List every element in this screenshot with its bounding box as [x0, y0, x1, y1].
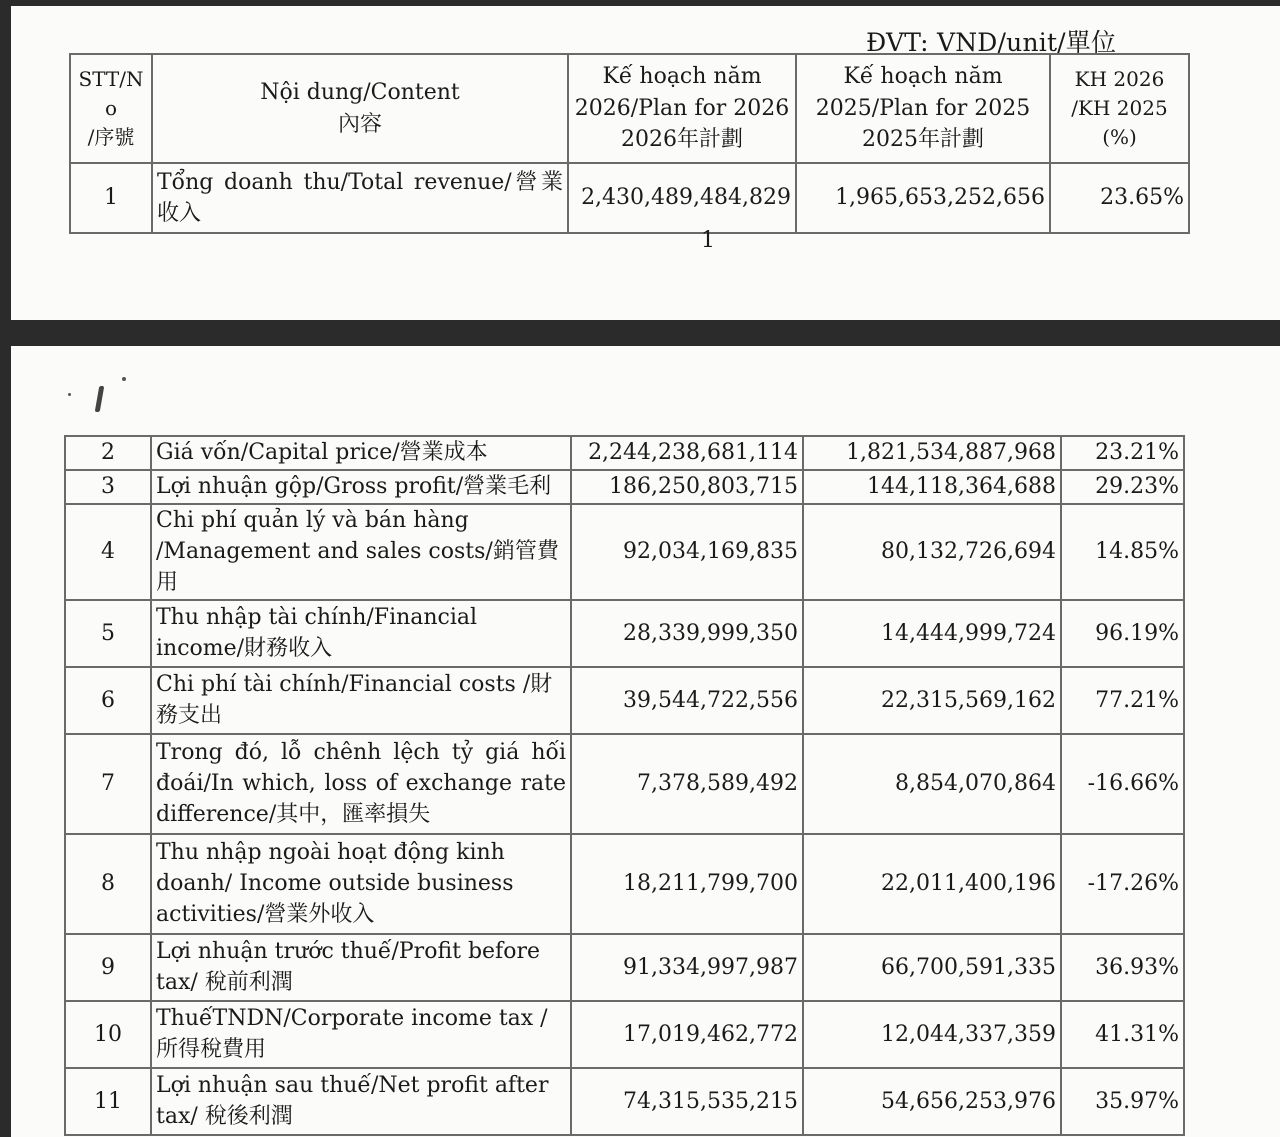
- row-no: 3: [65, 470, 151, 504]
- row-plan-2025: 80,132,726,694: [803, 504, 1061, 600]
- unit-note: ĐVT: VND/unit/單位: [866, 28, 1117, 57]
- row-no: 10: [65, 1001, 151, 1068]
- row-plan-2025: 1,821,534,887,968: [803, 436, 1061, 470]
- row-plan-2025: 14,444,999,724: [803, 600, 1061, 667]
- header-ratio-line: KH 2026: [1074, 67, 1165, 91]
- row-no: 9: [65, 934, 151, 1001]
- row-plan-2025: 22,011,400,196: [803, 834, 1061, 934]
- row-plan-2026: 7,378,589,492: [571, 734, 803, 834]
- row-ratio: 14.85%: [1061, 504, 1184, 600]
- row-ratio: -16.66%: [1061, 734, 1184, 834]
- row-no: 5: [65, 600, 151, 667]
- row-content: Giá vốn/Capital price/營業成本: [151, 436, 571, 470]
- row-plan-2026: 186,250,803,715: [571, 470, 803, 504]
- row-ratio: 96.19%: [1061, 600, 1184, 667]
- document-page-1: [11, 6, 1280, 320]
- row-plan-2025: 8,854,070,864: [803, 734, 1061, 834]
- scan-speck: [68, 393, 71, 396]
- row-content: ThuếTNDN/Corporate income tax /所得稅費用: [151, 1001, 571, 1068]
- row-no: 6: [65, 667, 151, 734]
- header-no-line: o: [104, 96, 118, 120]
- row-content: Chi phí tài chính/Financial costs /財務支出: [151, 667, 571, 734]
- table-row: [65, 834, 1184, 934]
- row-plan-2025: 12,044,337,359: [803, 1001, 1061, 1068]
- plan-table-continued: [64, 435, 1185, 1136]
- page-number: 1: [701, 228, 715, 253]
- row-content: Tổng doanh thu/Total revenue/營業收入: [152, 163, 568, 233]
- table-row: [65, 504, 1184, 600]
- scan-speck: [122, 377, 126, 381]
- header-ratio-line: /KH 2025: [1071, 96, 1168, 120]
- header-plan-2026-line: Kế hoạch năm: [602, 63, 762, 89]
- table-row: [70, 163, 1189, 233]
- row-no: 2: [65, 436, 151, 470]
- scan-speck: [95, 386, 105, 412]
- plan-table-header-part: [69, 53, 1190, 234]
- row-content: Thu nhập ngoài hoạt động kinh doanh/ Income outside business activities/營業外收入: [151, 834, 571, 934]
- row-content: Lợi nhuận gộp/Gross profit/營業毛利: [151, 470, 571, 504]
- header-content-line: 內容: [337, 111, 382, 137]
- row-plan-2026: 18,211,799,700: [571, 834, 803, 934]
- row-ratio: 77.21%: [1061, 667, 1184, 734]
- row-ratio: 23.65%: [1050, 163, 1189, 233]
- row-no: 8: [65, 834, 151, 934]
- header-ratio-line: (%): [1102, 125, 1137, 149]
- table-header-row: [70, 54, 1189, 163]
- row-plan-2025: 54,656,253,976: [803, 1068, 1061, 1135]
- table-row: [65, 436, 1184, 470]
- row-no: 4: [65, 504, 151, 600]
- row-plan-2025: 144,118,364,688: [803, 470, 1061, 504]
- header-plan-2026-line: 2026/Plan for 2026: [574, 95, 790, 121]
- row-plan-2026: 17,019,462,772: [571, 1001, 803, 1068]
- row-no: 11: [65, 1068, 151, 1135]
- row-content: Thu nhập tài chính/Financial income/財務收入: [151, 600, 571, 667]
- table-row: [65, 667, 1184, 734]
- row-no: 1: [70, 163, 152, 233]
- row-content: Lợi nhuận trước thuế/Profit before tax/ 稅前利潤: [151, 934, 571, 1001]
- row-ratio: 29.23%: [1061, 470, 1184, 504]
- row-ratio: 41.31%: [1061, 1001, 1184, 1068]
- row-plan-2026: 28,339,999,350: [571, 600, 803, 667]
- header-no-line: STT/N: [78, 67, 144, 91]
- row-ratio: -17.26%: [1061, 834, 1184, 934]
- header-content-line: Nội dung/Content: [260, 79, 460, 105]
- header-plan-2026: [568, 54, 796, 163]
- row-ratio: 35.97%: [1061, 1068, 1184, 1135]
- table-row: [65, 1068, 1184, 1135]
- table-row: [65, 1001, 1184, 1068]
- row-content: Lợi nhuận sau thuế/Net profit after tax/ 稅後利潤: [151, 1068, 571, 1135]
- header-plan-2026-line: 2026年計劃: [621, 127, 743, 153]
- row-ratio: 36.93%: [1061, 934, 1184, 1001]
- row-plan-2025: 66,700,591,335: [803, 934, 1061, 1001]
- row-plan-2026: 91,334,997,987: [571, 934, 803, 1001]
- row-content: Trong đó, lỗ chênh lệch tỷ giá hối đoái/In which, loss of exchange rate difference/其中，匯率損失: [151, 734, 571, 834]
- row-plan-2026: 74,315,535,215: [571, 1068, 803, 1135]
- table-row: [65, 470, 1184, 504]
- row-plan-2026: 92,034,169,835: [571, 504, 803, 600]
- row-plan-2025: 1,965,653,252,656: [796, 163, 1050, 233]
- header-plan-2025: [796, 54, 1050, 163]
- table-row: [65, 734, 1184, 834]
- row-plan-2026: 2,430,489,484,829: [568, 163, 796, 233]
- row-plan-2026: 2,244,238,681,114: [571, 436, 803, 470]
- header-no: [70, 54, 152, 163]
- row-ratio: 23.21%: [1061, 436, 1184, 470]
- table-row: [65, 600, 1184, 667]
- header-no-line: /序號: [87, 125, 135, 149]
- document-page-2: [11, 346, 1280, 1137]
- row-plan-2025: 22,315,569,162: [803, 667, 1061, 734]
- header-ratio: [1050, 54, 1189, 163]
- row-plan-2026: 39,544,722,556: [571, 667, 803, 734]
- header-plan-2025-line: 2025年計劃: [862, 127, 984, 153]
- row-content: Chi phí quản lý và bán hàng /Management and sales costs/銷管費用: [151, 504, 571, 600]
- table-row: [65, 934, 1184, 1001]
- header-plan-2025-line: Kế hoạch năm: [843, 63, 1003, 89]
- row-no: 7: [65, 734, 151, 834]
- header-content: [152, 54, 568, 163]
- header-plan-2025-line: 2025/Plan for 2025: [815, 95, 1031, 121]
